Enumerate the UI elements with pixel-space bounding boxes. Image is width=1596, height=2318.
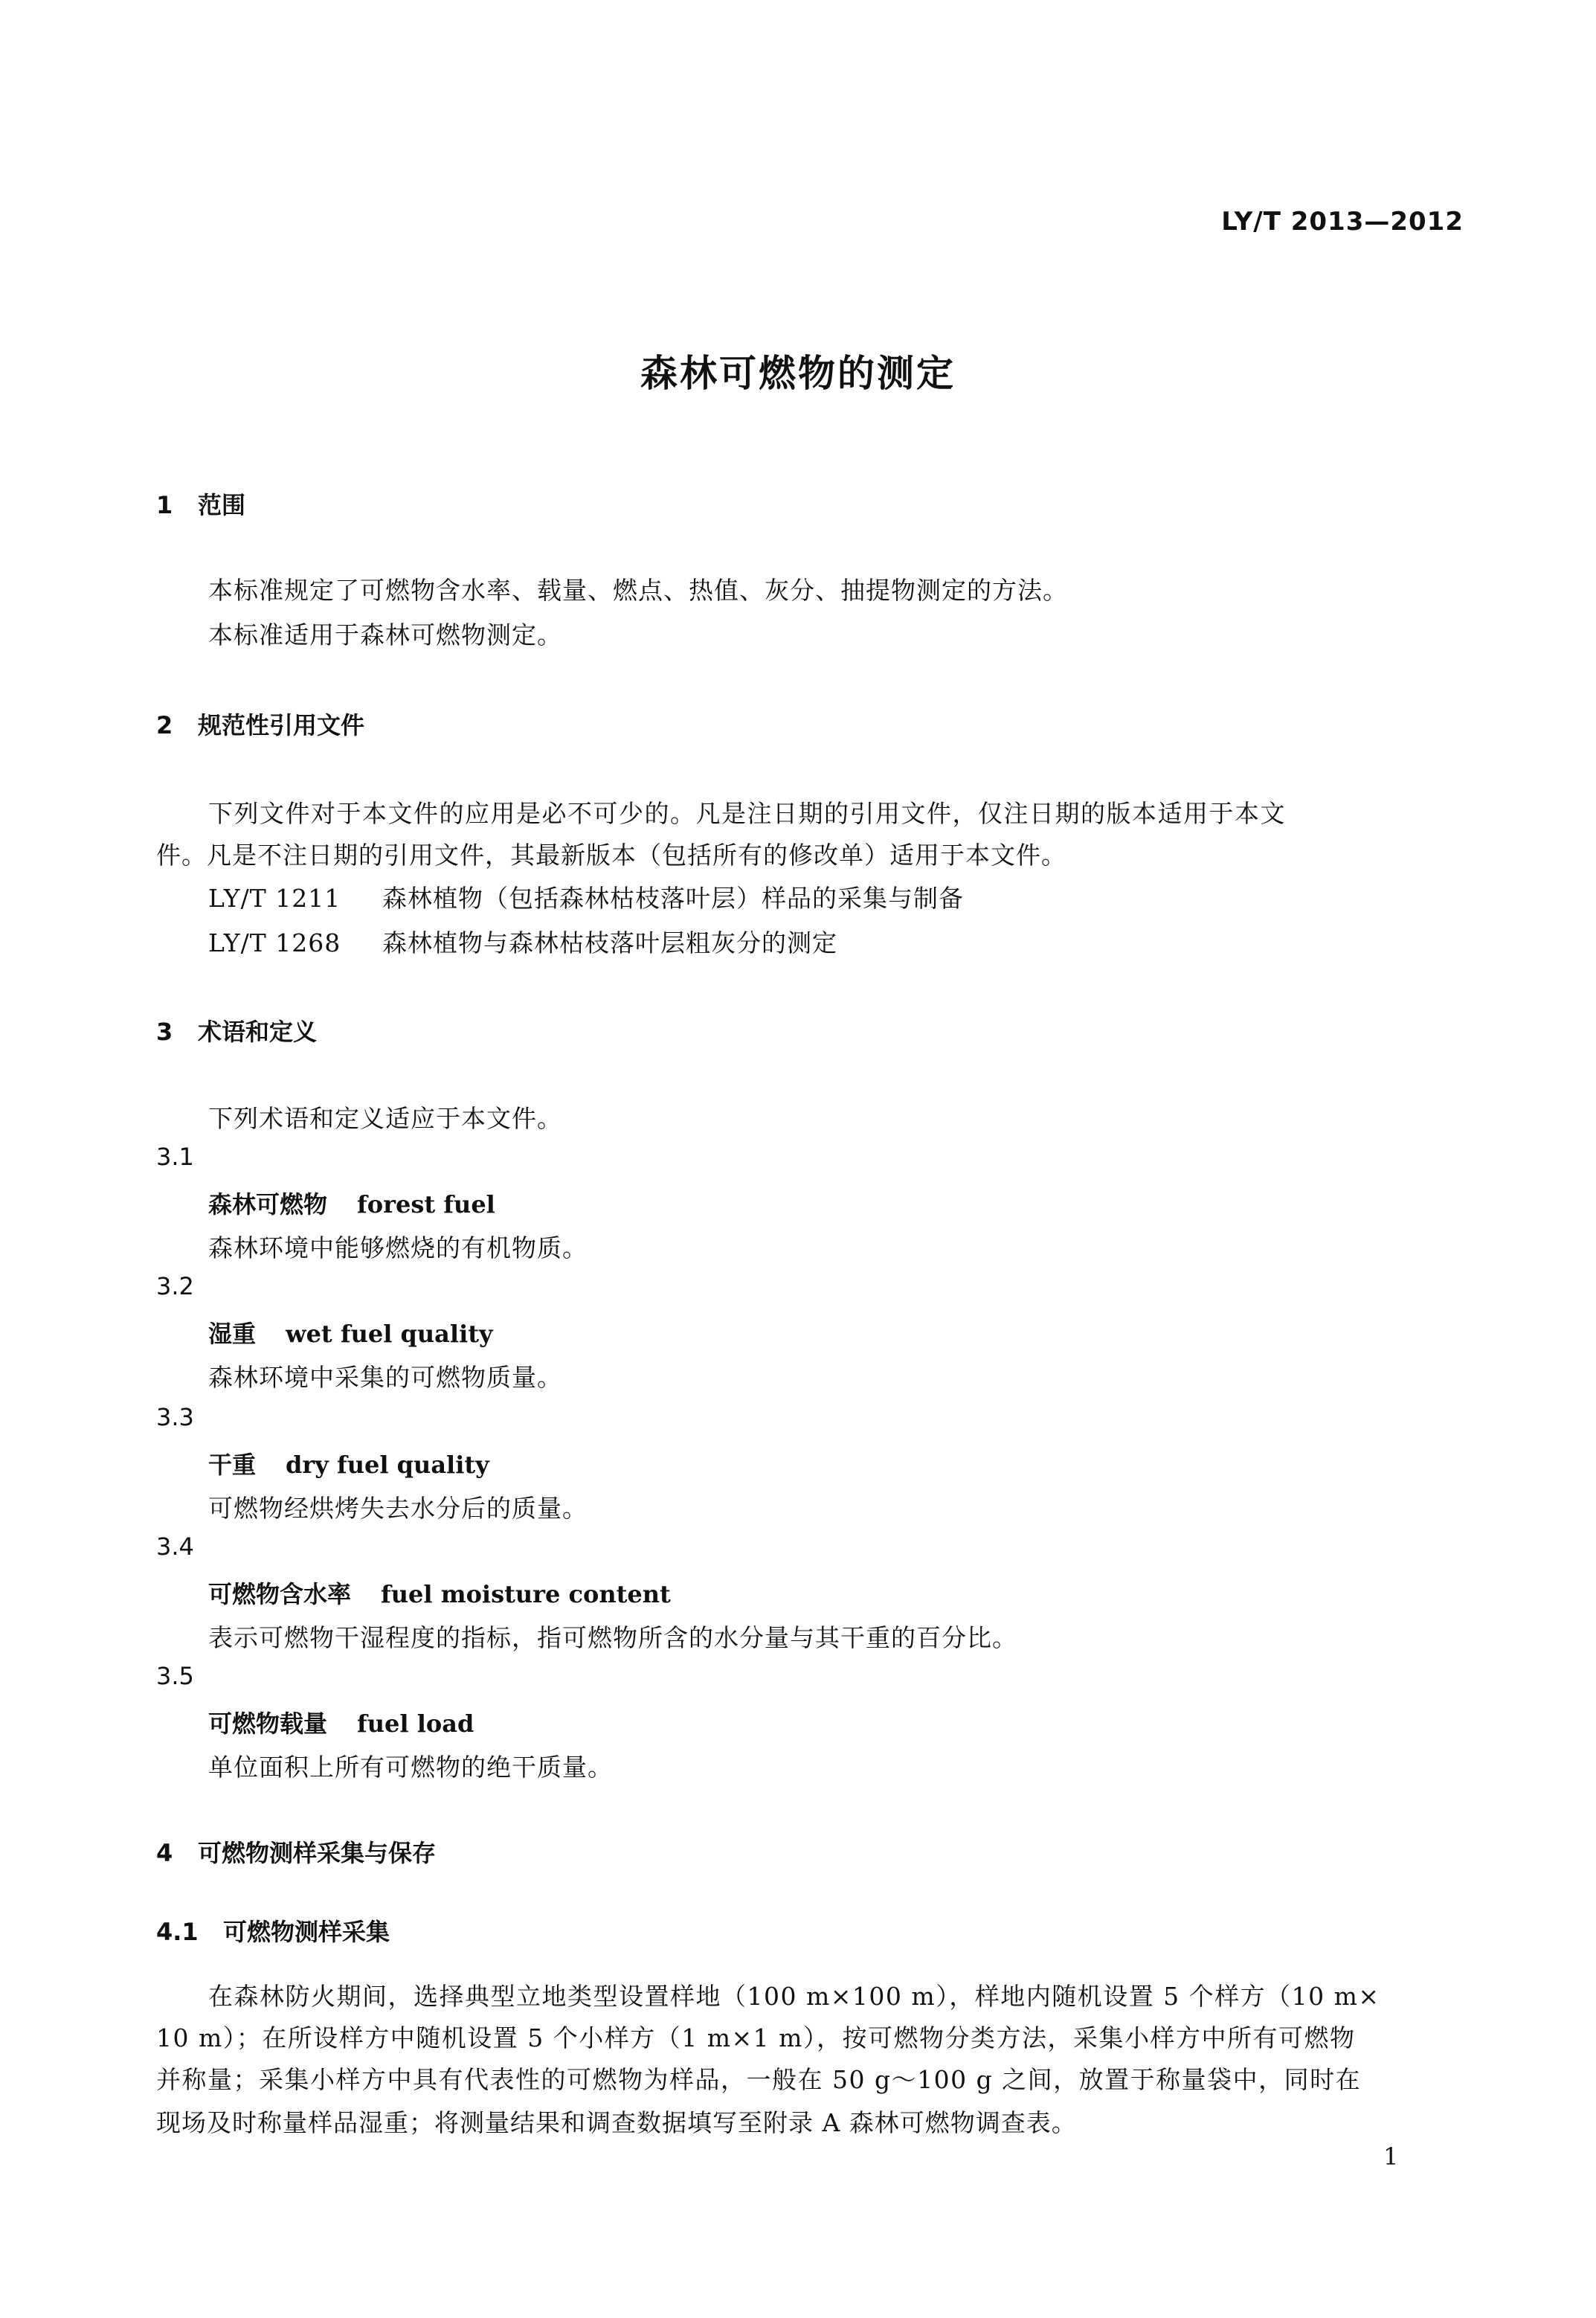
- s2-paragraph-line-2: 件。凡是不注日期的引用文件，其最新版本（包括所有的修改单）适用于本文件。: [156, 841, 1066, 870]
- page-number: 1: [1383, 2142, 1399, 2171]
- reference-code: LY/T 1211: [208, 884, 341, 913]
- document-title: 森林可燃物的测定: [640, 352, 956, 395]
- s4-paragraph-line: 10 m）；在所设样方中随机设置 5 个小样方（1 m×1 m），按可燃物分类方法，采集小样方中所有可燃物: [156, 2023, 1356, 2052]
- reference-item: [208, 879, 964, 914]
- standard-code: LY/T 2013—2012: [1221, 207, 1464, 237]
- term-en: wet fuel quality: [286, 1320, 493, 1348]
- section-number: 3: [156, 1018, 173, 1046]
- term-number: 3.5: [156, 1662, 194, 1690]
- subsection-title: 可燃物测样采集: [223, 1918, 390, 1946]
- term-en: fuel moisture content: [381, 1580, 671, 1608]
- reference-item: [208, 924, 837, 959]
- term-definition: 森林环境中采集的可燃物质量。: [208, 1363, 562, 1392]
- subsection-number: 4.1: [156, 1918, 199, 1946]
- term-number: 3.2: [156, 1272, 194, 1300]
- reference-code: LY/T 1268: [208, 928, 341, 957]
- section-title: 规范性引用文件: [198, 711, 365, 739]
- section-3-heading: [156, 1013, 317, 1047]
- reference-title: 森林植物与森林枯枝落叶层粗灰分的测定: [382, 928, 837, 957]
- term-number: 3.4: [156, 1532, 194, 1561]
- s1-paragraph-2: 本标准适用于森林可燃物测定。: [208, 620, 562, 649]
- term-definition: 单位面积上所有可燃物的绝干质量。: [208, 1753, 613, 1782]
- term-heading: [208, 1186, 495, 1220]
- term-en: fuel load: [357, 1709, 474, 1738]
- term-zh: 森林可燃物: [208, 1190, 328, 1219]
- s4-paragraph-line: 现场及时称量样品湿重；将测量结果和调查数据填写至附录 A 森林可燃物调查表。: [156, 2108, 1077, 2137]
- term-zh: 可燃物载量: [208, 1709, 328, 1738]
- term-heading: [208, 1446, 489, 1480]
- section-2-heading: [156, 707, 364, 741]
- term-number: 3.1: [156, 1143, 194, 1171]
- s4-paragraph-line: 在森林防火期间，选择典型立地类型设置样地（100 m×100 m），样地内随机设置 5 个样方（10 m×: [208, 1982, 1380, 2011]
- reference-title: 森林植物（包括森林枯枝落叶层）样品的采集与制备: [382, 884, 964, 913]
- term-zh: 可燃物含水率: [208, 1580, 352, 1608]
- s3-intro: 下列术语和定义适应于本文件。: [208, 1104, 562, 1133]
- term-zh: 干重: [208, 1451, 257, 1479]
- section-number: 4: [156, 1839, 173, 1867]
- section-title: 可燃物测样采集与保存: [198, 1839, 437, 1867]
- term-heading: [208, 1315, 493, 1349]
- subsection-4-1-heading: [156, 1913, 390, 1948]
- section-number: 1: [156, 491, 173, 519]
- term-definition: 表示可燃物干湿程度的指标，指可燃物所含的水分量与其干重的百分比。: [208, 1623, 1017, 1652]
- s1-paragraph-1: 本标准规定了可燃物含水率、载量、燃点、热值、灰分、抽提物测定的方法。: [208, 576, 1068, 605]
- section-4-heading: [156, 1834, 436, 1869]
- term-heading: [208, 1705, 474, 1739]
- section-number: 2: [156, 711, 173, 739]
- section-1-heading: [156, 487, 245, 521]
- term-heading: [208, 1576, 671, 1610]
- s2-paragraph-line-1: 下列文件对于本文件的应用是必不可少的。凡是注日期的引用文件，仅注日期的版本适用于本文: [208, 799, 1286, 828]
- section-title: 术语和定义: [198, 1018, 318, 1046]
- term-number: 3.3: [156, 1403, 194, 1431]
- section-title: 范围: [198, 491, 246, 519]
- term-en: dry fuel quality: [286, 1451, 489, 1479]
- term-definition: 森林环境中能够燃烧的有机物质。: [208, 1233, 588, 1262]
- s4-paragraph-line: 并称量；采集小样方中具有代表性的可燃物为样品，一般在 50 g～100 g 之间，放置于称量袋中，同时在: [156, 2065, 1362, 2094]
- term-definition: 可燃物经烘烤失去水分后的质量。: [208, 1494, 588, 1523]
- term-zh: 湿重: [208, 1320, 257, 1348]
- term-en: forest fuel: [357, 1190, 495, 1219]
